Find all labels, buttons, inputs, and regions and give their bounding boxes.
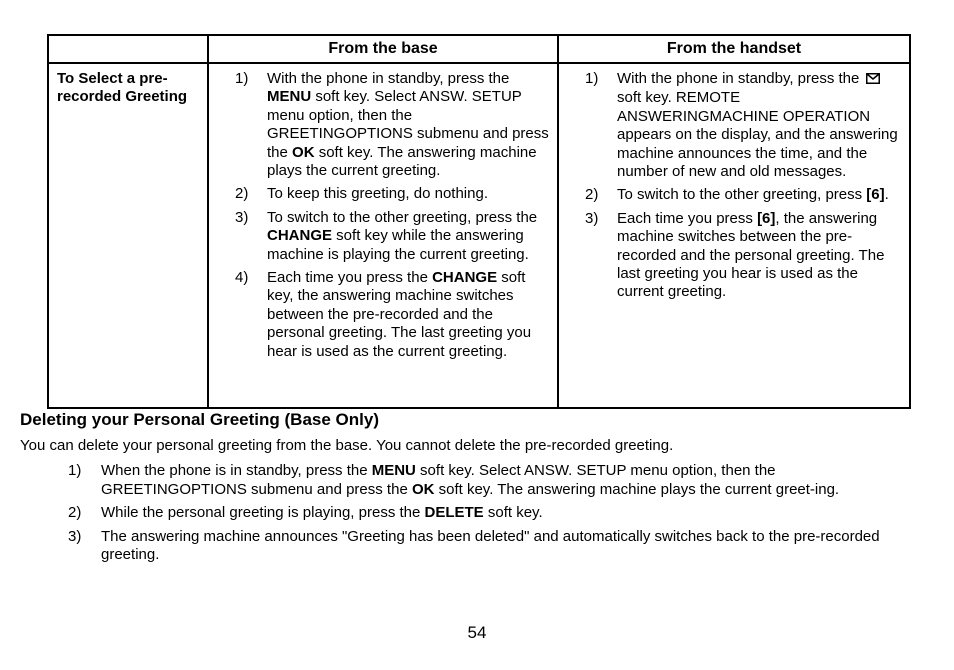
step-text-segment: soft key. REMOTE ANSWERINGMACHINE OPERATION appears on the display, and the answering machine announces the time, and the number of new and old messages.	[617, 89, 898, 181]
step-text-segment: soft key. Select ANSW. SETUP menu option, then the GREETINGOPTIONS submenu and press the	[101, 462, 776, 498]
step-text	[101, 528, 900, 565]
header-empty	[48, 35, 208, 63]
list-item	[20, 528, 900, 565]
step-text-segment: While the personal greeting is playing, press the	[101, 504, 425, 521]
key-name: MENU	[267, 88, 312, 106]
envelope-icon	[866, 71, 880, 89]
key-name: CHANGE	[432, 269, 498, 287]
handset-steps-cell	[558, 63, 910, 408]
list-item	[20, 462, 900, 499]
step-text-segment: soft key. The answering machine plays the current greeting.	[267, 143, 537, 180]
key-name: MENU	[371, 462, 416, 479]
section-title: Deleting your Personal Greeting (Base Only)	[20, 410, 379, 429]
step-text-segment: .	[884, 186, 889, 204]
base-steps-cell	[208, 63, 558, 408]
step-text-segment: To keep this greeting, do nothing.	[267, 185, 488, 203]
step-text-segment: soft key. The answering machine plays the current greet-ing.	[434, 480, 840, 498]
table-row	[48, 63, 910, 408]
key-name: DELETE	[424, 504, 484, 521]
step-number: 2)	[585, 186, 599, 204]
step-number: 1)	[68, 462, 82, 479]
step-text-segment: To switch to the other greeting, press the	[267, 208, 538, 226]
step-text-segment: With the phone in standby, press the	[267, 70, 510, 87]
page-number: 54	[467, 623, 487, 642]
step-number: 3)	[585, 209, 599, 227]
step-text	[267, 185, 549, 203]
step-number: 2)	[235, 185, 249, 203]
greeting-table	[47, 34, 911, 409]
step-text-segment: The answering machine announces "Greeting has been deleted" and automatically switches back to the pre-recorded greeting.	[101, 527, 880, 563]
key-name: CHANGE	[267, 227, 333, 245]
step-text-segment: soft key. Select ANSW. SETUP menu option, then the GREETINGOPTIONS submenu and press the	[267, 88, 549, 161]
step-text	[267, 269, 549, 361]
delete-steps-list	[20, 462, 900, 570]
step-number: 1)	[585, 70, 599, 87]
header-from-handset: From the handset	[558, 35, 910, 63]
key-name: OK	[292, 143, 315, 161]
row-label: To Select a pre-recorded Greeting	[48, 63, 208, 408]
step-number: 1)	[235, 70, 249, 87]
list-item	[209, 269, 549, 361]
step-text-segment: , the answering machine switches between the pre-recorded and the personal greeting. The last greeting you hear is used as the current greeting.	[617, 209, 885, 301]
step-number: 4)	[235, 269, 249, 287]
step-text-segment: soft key, the answering machine switches between the pre-recorded and the personal greeting. The last greeting you hear is used as the current greeting.	[267, 269, 532, 360]
list-item	[209, 209, 549, 264]
base-steps-list	[209, 70, 549, 361]
key-name: [6]	[866, 186, 885, 204]
list-item	[559, 70, 901, 181]
step-text-segment: soft key while the answering machine is playing the current greeting.	[267, 227, 529, 263]
step-text	[101, 504, 900, 523]
list-item	[559, 186, 901, 204]
step-number: 3)	[68, 527, 82, 545]
list-item	[209, 185, 549, 203]
key-name: OK	[411, 480, 435, 498]
step-text-segment: Each time you press the	[267, 269, 433, 287]
key-name: [6]	[757, 209, 776, 227]
step-text	[617, 70, 901, 181]
section-intro: You can delete your personal greeting from the base. You cannot delete the pre-recorded greeting.	[20, 437, 674, 454]
step-text	[267, 70, 549, 180]
list-item	[20, 504, 900, 523]
step-text-segment: soft key.	[483, 504, 543, 521]
step-text-segment: When the phone is in standby, press the	[101, 462, 372, 479]
list-item	[559, 210, 901, 302]
step-number: 2)	[68, 504, 82, 521]
step-text-segment: Each time you press	[617, 209, 758, 227]
step-text	[617, 210, 901, 302]
step-text	[101, 462, 900, 499]
header-from-base: From the base	[208, 35, 558, 63]
step-text-segment: With the phone in standby, press the	[617, 70, 864, 87]
list-item	[209, 70, 549, 180]
step-number: 3)	[235, 208, 249, 226]
handset-steps-list	[559, 70, 901, 302]
step-text	[617, 186, 901, 204]
step-text-segment: To switch to the other greeting, press	[617, 186, 867, 204]
step-text	[267, 209, 549, 264]
table-header-row	[48, 35, 910, 63]
